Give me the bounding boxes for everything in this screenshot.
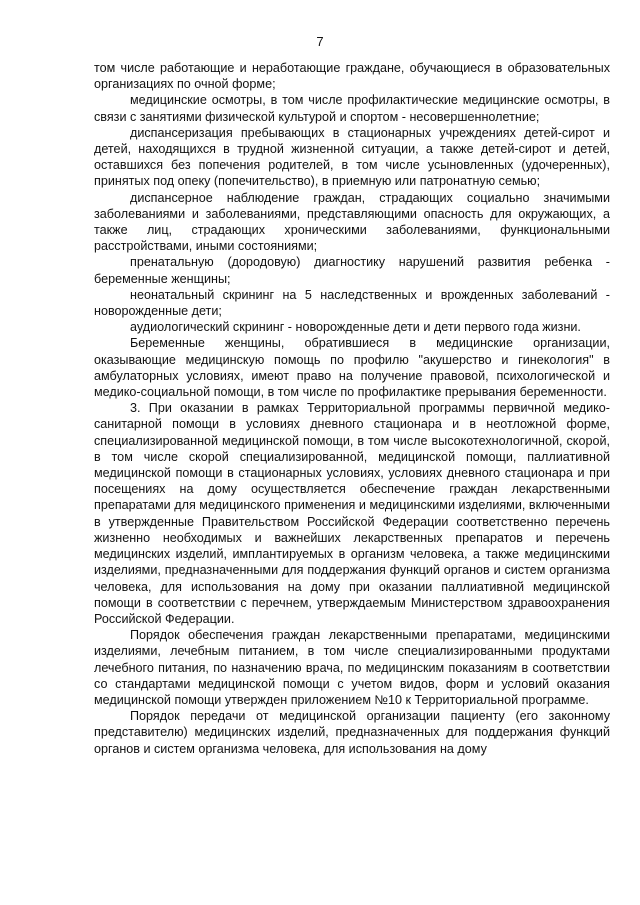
- paragraph: аудиологический скрининг - новорожденные дети и дети первого года жизни.: [130, 320, 581, 335]
- paragraph: Беременные женщины, обратившиеся в медицинские организации, оказывающие медицинскую помощь по профилю "акушерство и гинекология" в амбулаторных условиях, имеют право на получение правовой, психологической и медико-социальной помощи, в том числе по профилактике прерывания беременности.: [94, 336, 610, 400]
- paragraph: пренатальную (дородовую) диагностику нарушений развития ребенка - беременные женщины;: [94, 255, 610, 286]
- paragraph: Порядок обеспечения граждан лекарственными препаратами, медицинскими изделиями, лечебным питанием, в том числе специализированными продуктами лечебного питания, по назначению врача, по медицинским показаниям в соответствии со стандартами медицинской помощи с учетом видов, форм и условий оказания медицинской помощи утвержден приложением №10 к Территориальной программе.: [94, 628, 610, 707]
- paragraph: неонатальный скрининг на 5 наследственных и врожденных заболеваний - новорожденные дети;: [94, 287, 610, 319]
- paragraph: Порядок передачи от медицинской организации пациенту (его законному представителю) медицинских изделий, предназначенных для поддержания функций органов и систем организма человека, для использования на дому: [94, 709, 610, 756]
- paragraph: диспансеризация пребывающих в стационарных учреждениях детей-сирот и детей, находящихся в трудной жизненной ситуации, а также детей-сирот и детей, оставшихся без попечения родителей, в том числе усыновленных (удочеренных), принятых под опеку (попечительство), в приемную или патронатную семью;: [94, 125, 610, 189]
- paragraph: том числе работающие и неработающие граждане, обучающиеся в образовательных организациях по очной форме;: [94, 61, 610, 92]
- paragraph: 3. При оказании в рамках Территориальной программы первичной медико-санитарной помощи в условиях дневного стационара и в неотложной форме, специализированной медицинской помощи, в том числе высокотехнологичной, скорой, в том числе скорой специализированной, медицинской помощи, паллиативной медицинской помощи в стационарных условиях, условиях дневного стационара и при посещениях на дому осуществляется обеспечение граждан лекарственными препаратами для медицинского применения и медицинскими изделиями, включенными в утвержденные Правительством Российской Федерации соответственно перечень жизненно необходимых и важнейших лекарственных препаратов и перечень медицинских изделий, имплантируемых в организм человека, а также медицинскими изделиями, предназначенными для поддержания функций органов и систем организма человека, для использования на дому при оказании паллиативной медицинской помощи в соответствии с перечнем, утверждаемым Министерством здравоохранения Российской Федерации.: [94, 401, 610, 626]
- paragraph: медицинские осмотры, в том числе профилактические медицинские осмотры, в связи с занятиями физической культурой и спортом - несовершеннолетние;: [94, 93, 610, 124]
- paragraph: диспансерное наблюдение граждан, страдающих социально значимыми заболеваниями и заболеваниями, представляющими опасность для окружающих, а также лиц, страдающих хроническими заболеваниями, функциональными расстройствами, иными состояниями;: [94, 190, 610, 254]
- page-number: 7: [316, 34, 324, 49]
- document-body: [94, 60, 610, 757]
